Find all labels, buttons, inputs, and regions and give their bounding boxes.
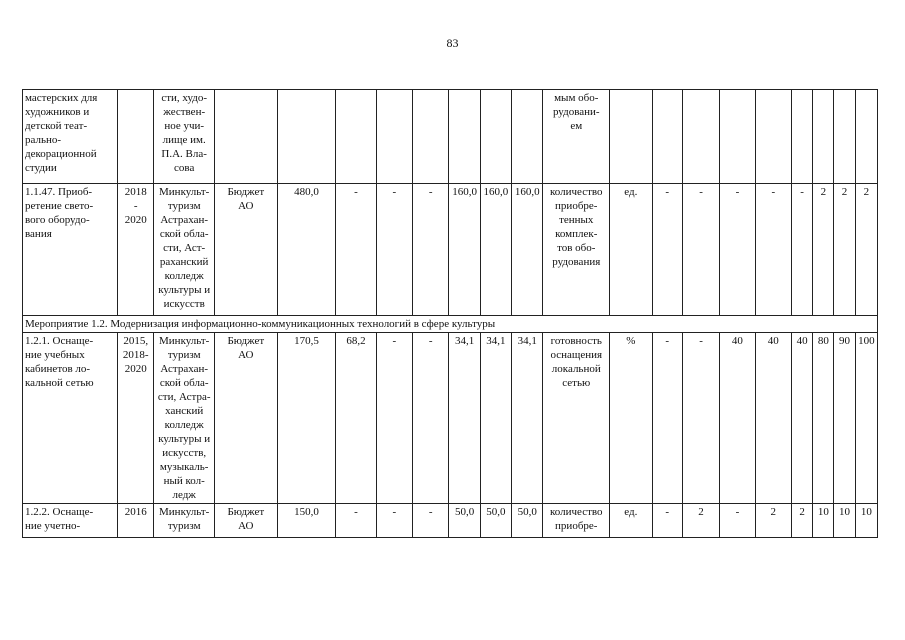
period-cell: 2016 <box>118 504 154 538</box>
executor-cell: Минкульт- туризм Астрахан- ской обла- сти, Астра- ханский колледж культуры и искусств, музыкаль- ный кол- ледж <box>154 333 215 504</box>
executor-cell: сти, худо- жествен- ное учи- лище им. П.А. Вла- сова <box>154 90 215 184</box>
value-cell <box>720 90 755 184</box>
value-cell: 2 <box>791 504 812 538</box>
value-cell: - <box>720 504 755 538</box>
value-cell <box>652 90 682 184</box>
year-cell: - <box>376 184 412 316</box>
period-cell: 2015, 2018- 2020 <box>118 333 154 504</box>
value-cell: - <box>652 333 682 504</box>
measure-name: 1.1.47. Приоб- ретение свето- вого оборудо- вания <box>23 184 118 316</box>
value-cell <box>834 90 855 184</box>
table-row <box>23 504 878 538</box>
value-cell <box>813 90 834 184</box>
year-cell: 160,0 <box>449 184 480 316</box>
value-cell: 40 <box>755 333 791 504</box>
value-cell: - <box>682 184 719 316</box>
page-number: 83 <box>446 36 459 50</box>
year-cell: - <box>376 504 412 538</box>
value-cell: 10 <box>834 504 855 538</box>
executor-cell: Минкульт- туризм Астрахан- ской обла- сти, Аст- раханский колледж культуры и искусств <box>154 184 215 316</box>
value-cell: 40 <box>720 333 755 504</box>
value-cell: 80 <box>813 333 834 504</box>
measure-name: мастерских для художников и детской теат- рально- декорационной студии <box>23 90 118 184</box>
value-cell: 40 <box>791 333 812 504</box>
year-cell <box>449 90 480 184</box>
year-cell <box>376 90 412 184</box>
executor-cell: Минкульт- туризм <box>154 504 215 538</box>
value-cell <box>791 90 812 184</box>
total-cell <box>277 90 336 184</box>
year-cell <box>480 90 511 184</box>
year-cell: 160,0 <box>480 184 511 316</box>
value-cell <box>682 90 719 184</box>
year-cell: 34,1 <box>449 333 480 504</box>
value-cell: 2 <box>682 504 719 538</box>
year-cell: 50,0 <box>449 504 480 538</box>
unit-cell: % <box>610 333 652 504</box>
source-cell: Бюджет АО <box>215 184 278 316</box>
measure-name: 1.2.1. Оснаще- ние учебных кабинетов ло- кальной сетью <box>23 333 118 504</box>
value-cell: 10 <box>813 504 834 538</box>
section-row <box>23 316 878 333</box>
unit-cell <box>610 90 652 184</box>
indicator-cell: мым обо- рудовани- ем <box>543 90 610 184</box>
source-cell: Бюджет АО <box>215 504 278 538</box>
year-cell: - <box>336 184 376 316</box>
value-cell: 2 <box>813 184 834 316</box>
value-cell: 100 <box>855 333 877 504</box>
indicator-cell: количество приобре- <box>543 504 610 538</box>
value-cell: 2 <box>834 184 855 316</box>
year-cell: - <box>413 184 449 316</box>
unit-cell: ед. <box>610 504 652 538</box>
period-cell: 2018 - 2020 <box>118 184 154 316</box>
indicator-cell: количество приобре- тенных комплек- тов обо- рудования <box>543 184 610 316</box>
value-cell: 90 <box>834 333 855 504</box>
value-cell: - <box>652 504 682 538</box>
total-cell: 170,5 <box>277 333 336 504</box>
value-cell: 2 <box>855 184 877 316</box>
year-cell: - <box>413 333 449 504</box>
year-cell <box>512 90 543 184</box>
value-cell: 10 <box>855 504 877 538</box>
year-cell: 68,2 <box>336 333 376 504</box>
year-cell: 50,0 <box>512 504 543 538</box>
source-cell <box>215 90 278 184</box>
value-cell <box>755 90 791 184</box>
year-cell <box>336 90 376 184</box>
section-title: Мероприятие 1.2. Модернизация информационно-коммуникационных технологий в сфере культуры <box>23 316 878 333</box>
indicator-cell: готовность оснащения локальной сетью <box>543 333 610 504</box>
unit-cell: ед. <box>610 184 652 316</box>
source-cell: Бюджет АО <box>215 333 278 504</box>
year-cell: - <box>336 504 376 538</box>
year-cell <box>413 90 449 184</box>
value-cell <box>855 90 877 184</box>
value-cell: 2 <box>755 504 791 538</box>
value-cell: - <box>755 184 791 316</box>
value-cell: - <box>720 184 755 316</box>
year-cell: 50,0 <box>480 504 511 538</box>
value-cell: - <box>652 184 682 316</box>
total-cell: 150,0 <box>277 504 336 538</box>
period-cell <box>118 90 154 184</box>
table-row <box>23 90 878 184</box>
table-row <box>23 333 878 504</box>
year-cell: 34,1 <box>480 333 511 504</box>
total-cell: 480,0 <box>277 184 336 316</box>
value-cell: - <box>682 333 719 504</box>
program-table <box>22 89 878 538</box>
year-cell: 160,0 <box>512 184 543 316</box>
table-row <box>23 184 878 316</box>
year-cell: 34,1 <box>512 333 543 504</box>
measure-name: 1.2.2. Оснаще- ние учетно- <box>23 504 118 538</box>
year-cell: - <box>413 504 449 538</box>
year-cell: - <box>376 333 412 504</box>
value-cell: - <box>791 184 812 316</box>
